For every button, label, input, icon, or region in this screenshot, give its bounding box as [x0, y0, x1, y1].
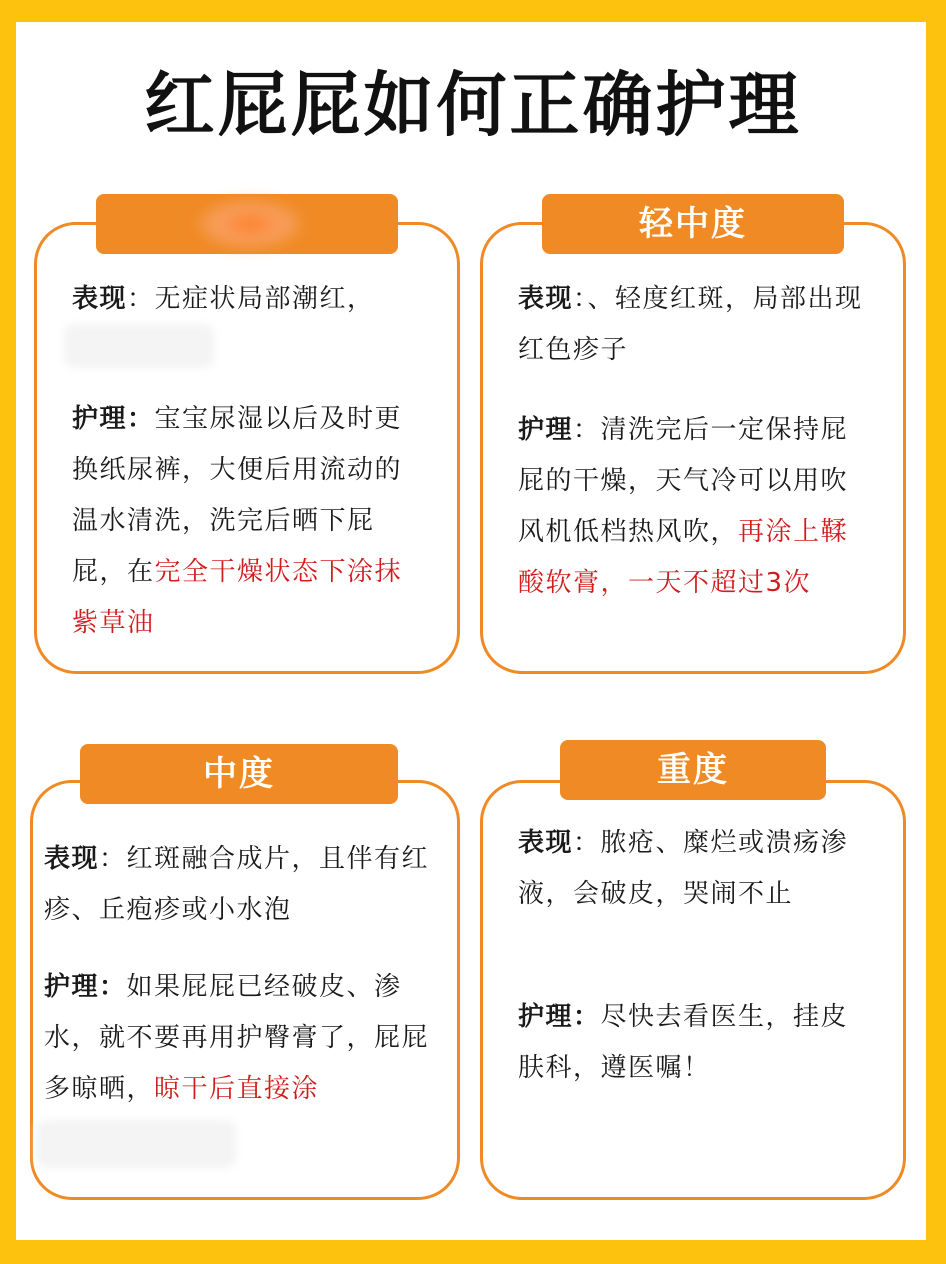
care-text: 尽快去看医生，挂皮肤科，遵医嘱！: [518, 1002, 849, 1083]
symptom-text: ：、轻度红斑，局部出现红色疹子: [518, 284, 863, 365]
symptom-text: ：脓疮、糜烂或溃疡渗液，会破皮，哭闹不止: [518, 828, 849, 909]
card-light-moderate-symptom: [518, 274, 868, 376]
symptom-label: 表现: [72, 284, 128, 314]
care-text: 宝宝尿湿以后及时更换纸尿裤，大便后用流动的温水清洗，洗完后晒下屁屁，在: [72, 404, 403, 587]
care-label: 护理：: [518, 1002, 601, 1032]
page-title: 红屁屁如何正确护理: [144, 64, 802, 146]
care-text: ：清洗完后一定保持屁屁的干燥，天气冷可以用吹风机低档热风吹，: [518, 415, 849, 547]
symptom-label: 表现: [44, 844, 100, 874]
tag-severe: 重度: [560, 740, 826, 800]
care-label: 护理: [518, 415, 574, 445]
card-severe-care: [518, 992, 872, 1094]
care-label: 护理：: [44, 972, 127, 1002]
care-label: 护理：: [72, 404, 155, 434]
card-moderate-care: [44, 962, 448, 1115]
card-light-moderate-care: [518, 405, 870, 609]
card-mild-care: [72, 394, 424, 649]
tag-mild-obscured: [195, 198, 305, 250]
symptom-text: ：无症状局部潮红，: [127, 284, 375, 314]
symptom-label: 表现: [518, 828, 574, 858]
card-mild-symptom: [72, 274, 444, 325]
card-severe-symptom: [518, 818, 872, 920]
card-moderate-symptom: [44, 834, 440, 936]
care-text: 如果屁屁已经破皮、渗水，就不要再用护臀膏了，屁屁多晾晒，: [44, 972, 430, 1104]
care-highlight: 晾干后直接涂: [154, 1074, 320, 1104]
card-mild-obscured-text: [64, 324, 214, 368]
symptom-text: ：红斑融合成片，且伴有红疹、丘疱疹或小水泡: [44, 844, 430, 925]
tag-moderate: 中度: [80, 744, 398, 804]
symptom-label: 表现: [518, 284, 574, 314]
tag-light-moderate: 轻中度: [542, 194, 844, 254]
care-highlight: 再涂上鞣酸软膏，一天不超过3次: [518, 517, 849, 598]
card-moderate-obscured-text: [36, 1120, 236, 1168]
care-highlight: 完全干燥状态下涂抹紫草油: [72, 557, 403, 638]
